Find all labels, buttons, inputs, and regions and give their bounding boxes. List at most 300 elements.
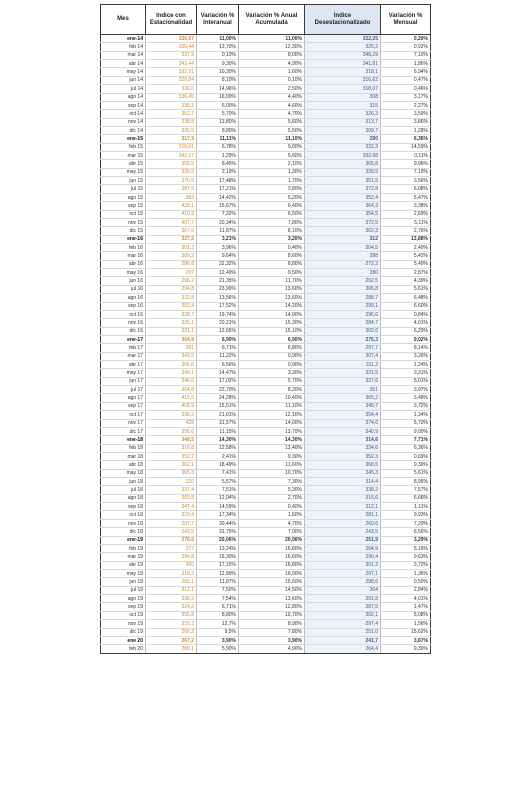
cell-mes: ago 16 xyxy=(101,294,146,302)
cell-variacion-interanual: 20,06% xyxy=(197,536,239,544)
header-variacion-interanual[interactable]: Variación % Interanual xyxy=(197,5,239,35)
cell-indice-desestacionalizado: 313,7 xyxy=(305,118,381,126)
cell-indice-estacionalidad: 309,2 xyxy=(146,252,197,260)
cell-indice-estacionalidad: 267,2 xyxy=(146,636,197,644)
table-row xyxy=(101,68,431,76)
indices-table xyxy=(100,4,431,654)
cell-mes: ago 17 xyxy=(101,394,146,402)
cell-variacion-mensual: 3,67% xyxy=(381,636,431,644)
cell-mes: mar 17 xyxy=(101,352,146,360)
cell-mes: nov 19 xyxy=(101,620,146,628)
cell-mes: abr 16 xyxy=(101,260,146,268)
table-row xyxy=(101,43,431,51)
cell-variacion-mensual: 0,69% xyxy=(381,452,431,460)
cell-variacion-anual-acumulada: 16,00% xyxy=(239,570,305,578)
cell-variacion-interanual: 11,00% xyxy=(197,35,239,43)
cell-mes: ene 20 xyxy=(101,636,146,644)
table-row xyxy=(101,243,431,251)
cell-indice-desestacionalizado: 345,3 xyxy=(305,469,381,477)
cell-variacion-anual-acumulada: 5,60% xyxy=(239,118,305,126)
cell-indice-estacionalidad: 333,3 xyxy=(146,620,197,628)
cell-variacion-anual-acumulada: 13,70% xyxy=(239,427,305,435)
cell-variacion-mensual: 2,76% xyxy=(381,227,431,235)
cell-variacion-interanual: 13,70% xyxy=(197,43,239,51)
table-row xyxy=(101,152,431,160)
cell-indice-desestacionalizado: 241,7 xyxy=(305,636,381,644)
header-indice-estacionalidad[interactable]: Indice con Estacionalidad xyxy=(146,5,197,35)
cell-variacion-anual-acumulada: 5,30% xyxy=(239,486,305,494)
cell-variacion-interanual: 12,49% xyxy=(197,269,239,277)
cell-indice-estacionalidad: 352,7 xyxy=(146,110,197,118)
table-header xyxy=(101,5,431,35)
cell-indice-desestacionalizado: 297,4 xyxy=(305,620,381,628)
cell-variacion-anual-acumulada: 0,40% xyxy=(239,243,305,251)
cell-variacion-mensual: 6,94% xyxy=(381,68,431,76)
cell-variacion-interanual: 20,34% xyxy=(197,218,239,226)
table-row xyxy=(101,76,431,84)
cell-variacion-anual-acumulada: 13,40% xyxy=(239,444,305,452)
cell-variacion-anual-acumulada: 10,70% xyxy=(239,611,305,619)
cell-variacion-mensual: 3,17% xyxy=(381,93,431,101)
cell-variacion-interanual: 13,24% xyxy=(197,544,239,552)
cell-mes: ene-17 xyxy=(101,335,146,343)
cell-indice-estacionalidad: 407,7 xyxy=(146,218,197,226)
cell-variacion-mensual: 6,56% xyxy=(381,528,431,536)
cell-indice-estacionalidad: 320 xyxy=(146,478,197,486)
cell-indice-desestacionalizado: 318,07 xyxy=(305,85,381,93)
cell-indice-estacionalidad: 288,1 xyxy=(146,645,197,653)
cell-variacion-interanual: 17,34% xyxy=(197,511,239,519)
table-row xyxy=(101,361,431,369)
cell-variacion-interanual: 1,29% xyxy=(197,152,239,160)
cell-indice-desestacionalizado: 351 xyxy=(305,386,381,394)
cell-indice-desestacionalizado: 311,2 xyxy=(305,361,381,369)
cell-variacion-interanual: 16,00% xyxy=(197,93,239,101)
cell-indice-estacionalidad: 286,8 xyxy=(146,260,197,268)
cell-variacion-interanual: 7,32% xyxy=(197,210,239,218)
cell-indice-estacionalidad: 367,6 xyxy=(146,227,197,235)
cell-variacion-interanual: 3,96% xyxy=(197,243,239,251)
cell-indice-estacionalidad: 330,6 xyxy=(146,85,197,93)
cell-mes: dic 15 xyxy=(101,227,146,235)
cell-variacion-mensual: 8,95% xyxy=(381,478,431,486)
cell-indice-desestacionalizado: 301,2 xyxy=(305,561,381,569)
cell-indice-estacionalidad: 328,7 xyxy=(146,310,197,318)
table-row xyxy=(101,135,431,143)
cell-variacion-interanual: 14,47% xyxy=(197,369,239,377)
cell-indice-desestacionalizado: 312,1 xyxy=(305,503,381,511)
cell-indice-desestacionalizado: 340,9 xyxy=(305,427,381,435)
cell-indice-desestacionalizado: 304 xyxy=(305,586,381,594)
cell-variacion-mensual: 3,72% xyxy=(381,561,431,569)
cell-mes: dic 18 xyxy=(101,528,146,536)
cell-variacion-anual-acumulada: 6,50% xyxy=(239,210,305,218)
cell-indice-estacionalidad: 336,44 xyxy=(146,43,197,51)
cell-mes: oct 17 xyxy=(101,411,146,419)
cell-variacion-interanual: 3,21% xyxy=(197,235,239,243)
cell-indice-estacionalidad: 362,1 xyxy=(146,461,197,469)
header-indice-desestacionalizado[interactable]: Indice Desestacionalizado xyxy=(305,5,381,35)
cell-mes: jun 16 xyxy=(101,277,146,285)
cell-variacion-mensual: 1,28% xyxy=(381,126,431,134)
cell-mes: dic 17 xyxy=(101,427,146,435)
cell-indice-desestacionalizado: 341,81 xyxy=(305,60,381,68)
cell-variacion-mensual: 3,97% xyxy=(381,386,431,394)
table-row xyxy=(101,185,431,193)
cell-mes: feb 20 xyxy=(101,645,146,653)
cell-variacion-interanual: 8,80% xyxy=(197,611,239,619)
cell-variacion-anual-acumulada: 8,00% xyxy=(239,51,305,59)
cell-mes: may 18 xyxy=(101,469,146,477)
cell-indice-estacionalidad: 356,5 xyxy=(146,160,197,168)
cell-variacion-mensual: 9,39% xyxy=(381,461,431,469)
cell-variacion-anual-acumulada: 14,20% xyxy=(239,302,305,310)
table-row xyxy=(101,511,431,519)
cell-indice-desestacionalizado: 368,5 xyxy=(305,461,381,469)
table-row xyxy=(101,93,431,101)
cell-variacion-anual-acumulada: 10,70% xyxy=(239,469,305,477)
cell-mes: oct 14 xyxy=(101,110,146,118)
cell-variacion-anual-acumulada: 3,80% xyxy=(239,185,305,193)
cell-mes: sep 17 xyxy=(101,402,146,410)
cell-variacion-interanual: 7,51% xyxy=(197,486,239,494)
cell-indice-desestacionalizado: 284,7 xyxy=(305,319,381,327)
table-row xyxy=(101,269,431,277)
cell-variacion-anual-acumulada: 12,10% xyxy=(239,411,305,419)
cell-mes: dic 14 xyxy=(101,126,146,134)
cell-indice-estacionalidad: 312,1 xyxy=(146,586,197,594)
cell-indice-desestacionalizado: 280 xyxy=(305,269,381,277)
table-row xyxy=(101,377,431,385)
cell-variacion-interanual: 0,10% xyxy=(197,51,239,59)
cell-variacion-mensual: 3,26% xyxy=(381,352,431,360)
cell-indice-desestacionalizado: 297,7 xyxy=(305,344,381,352)
cell-indice-estacionalidad: 336,45 xyxy=(146,93,197,101)
cell-mes: sep 15 xyxy=(101,202,146,210)
cell-variacion-mensual: 3,86% xyxy=(381,118,431,126)
cell-variacion-mensual: 4,01% xyxy=(381,319,431,327)
cell-variacion-anual-acumulada: 4,90% xyxy=(239,645,305,653)
cell-indice-desestacionalizado: 332,68 xyxy=(305,152,381,160)
cell-variacion-mensual: 5,16% xyxy=(381,544,431,552)
cell-variacion-interanual: 11,11% xyxy=(197,135,239,143)
cell-variacion-interanual: 8,10% xyxy=(197,76,239,84)
cell-variacion-mensual: 7,29% xyxy=(381,519,431,527)
cell-variacion-anual-acumulada: 4,70% xyxy=(239,110,305,118)
cell-indice-estacionalidad: 277 xyxy=(146,544,197,552)
table-row xyxy=(101,294,431,302)
cell-indice-estacionalidad: 337,9 xyxy=(146,51,197,59)
cell-mes: may 15 xyxy=(101,168,146,176)
cell-variacion-mensual: 5,01% xyxy=(381,377,431,385)
cell-variacion-anual-acumulada: 12,80% xyxy=(239,603,305,611)
cell-mes: jun 14 xyxy=(101,76,146,84)
cell-mes: ene-14 xyxy=(101,35,146,43)
table-row xyxy=(101,636,431,644)
cell-variacion-mensual: 7,19% xyxy=(381,168,431,176)
cell-mes: oct 15 xyxy=(101,210,146,218)
cell-variacion-interanual: 2,41% xyxy=(197,452,239,460)
cell-indice-desestacionalizado: 352,4 xyxy=(305,193,381,201)
cell-variacion-interanual: 22,32% xyxy=(197,260,239,268)
cell-indice-desestacionalizado: 290 xyxy=(305,135,381,143)
table-row xyxy=(101,193,431,201)
cell-mes: jul 14 xyxy=(101,85,146,93)
table-row xyxy=(101,143,431,151)
table-row xyxy=(101,285,431,293)
cell-indice-estacionalidad: 329,4 xyxy=(146,511,197,519)
cell-indice-estacionalidad: 301,3 xyxy=(146,243,197,251)
cell-variacion-interanual: 19,74% xyxy=(197,310,239,318)
cell-variacion-mensual: 6,36% xyxy=(381,135,431,143)
cell-variacion-anual-acumulada: 3,20% xyxy=(239,235,305,243)
cell-mes: abr 17 xyxy=(101,361,146,369)
table-row xyxy=(101,302,431,310)
cell-indice-estacionalidad: 387,5 xyxy=(146,185,197,193)
cell-variacion-mensual: 4,01% xyxy=(381,595,431,603)
cell-variacion-mensual: 5,11% xyxy=(381,218,431,226)
table-row xyxy=(101,645,431,653)
cell-mes: oct 18 xyxy=(101,511,146,519)
cell-variacion-interanual: 11,15% xyxy=(197,427,239,435)
cell-mes: mar 19 xyxy=(101,553,146,561)
cell-indice-estacionalidad: 321,1 xyxy=(146,327,197,335)
cell-indice-estacionalidad: 339,5 xyxy=(146,168,197,176)
cell-indice-estacionalidad: 297 xyxy=(146,269,197,277)
cell-variacion-interanual: 31,57% xyxy=(197,419,239,427)
cell-variacion-interanual: 7,54% xyxy=(197,595,239,603)
table-row xyxy=(101,126,431,134)
table-row xyxy=(101,595,431,603)
cell-variacion-mensual: 5,70% xyxy=(381,419,431,427)
cell-indice-estacionalidad: 300 xyxy=(146,561,197,569)
cell-variacion-mensual: 2,27% xyxy=(381,101,431,109)
cell-indice-desestacionalizado: 334,6 xyxy=(305,444,381,452)
cell-mes: jun 17 xyxy=(101,377,146,385)
table-row xyxy=(101,436,431,444)
cell-variacion-mensual: 1,24% xyxy=(381,361,431,369)
table-row xyxy=(101,51,431,59)
cell-indice-desestacionalizado: 315,6 xyxy=(305,494,381,502)
cell-variacion-mensual: 4,39% xyxy=(381,277,431,285)
cell-variacion-mensual: 1,86% xyxy=(381,60,431,68)
cell-indice-desestacionalizado: 287,5 xyxy=(305,603,381,611)
cell-variacion-mensual: 1,56% xyxy=(381,620,431,628)
cell-indice-estacionalidad: 332,8 xyxy=(146,294,197,302)
table-row xyxy=(101,218,431,226)
cell-variacion-interanual: 30,44% xyxy=(197,519,239,527)
table-row xyxy=(101,110,431,118)
cell-variacion-mensual: 7,57% xyxy=(381,486,431,494)
cell-mes: sep 19 xyxy=(101,603,146,611)
cell-mes: abr 18 xyxy=(101,461,146,469)
cell-variacion-mensual: 1,47% xyxy=(381,603,431,611)
cell-indice-desestacionalizado: 264,4 xyxy=(305,645,381,653)
cell-variacion-interanual: 23,90% xyxy=(197,285,239,293)
cell-indice-desestacionalizado: 354,4 xyxy=(305,411,381,419)
cell-variacion-interanual: 6,90% xyxy=(197,335,239,343)
table-row xyxy=(101,553,431,561)
header-variacion-mensual[interactable]: Variación % Mensual xyxy=(381,5,431,35)
cell-indice-desestacionalizado: 316,62 xyxy=(305,76,381,84)
cell-variacion-mensual: 3,59% xyxy=(381,110,431,118)
cell-mes: ene-15 xyxy=(101,135,146,143)
cell-variacion-interanual: 14,96% xyxy=(197,85,239,93)
cell-variacion-mensual: 9,63% xyxy=(381,553,431,561)
cell-variacion-interanual: 11,22% xyxy=(197,352,239,360)
table-row xyxy=(101,494,431,502)
cell-variacion-anual-acumulada: 9,50% xyxy=(239,269,305,277)
cell-variacion-interanual: 15,67% xyxy=(197,202,239,210)
cell-indice-desestacionalizado: 362,3 xyxy=(305,227,381,235)
cell-variacion-mensual: 6,36% xyxy=(381,444,431,452)
cell-variacion-anual-acumulada: 16,80% xyxy=(239,561,305,569)
cell-variacion-mensual: 1,34% xyxy=(381,411,431,419)
cell-variacion-interanual: 8,80% xyxy=(197,126,239,134)
cell-variacion-anual-acumulada: 0,90% xyxy=(239,352,305,360)
cell-variacion-mensual: 3,38% xyxy=(381,202,431,210)
cell-variacion-anual-acumulada: 11,10% xyxy=(239,402,305,410)
cell-variacion-anual-acumulada: 14,50% xyxy=(239,586,305,594)
table-row xyxy=(101,586,431,594)
table-row xyxy=(101,327,431,335)
cell-variacion-mensual: 6,60% xyxy=(381,302,431,310)
table-row xyxy=(101,344,431,352)
table-row xyxy=(101,85,431,93)
cell-indice-desestacionalizado: 288,7 xyxy=(305,294,381,302)
cell-indice-estacionalidad: 428,1 xyxy=(146,202,197,210)
table-row xyxy=(101,544,431,552)
cell-variacion-anual-acumulada: 13,60% xyxy=(239,285,305,293)
table-row xyxy=(101,177,431,185)
cell-variacion-anual-acumulada: 3,90% xyxy=(239,636,305,644)
cell-mes: ago 19 xyxy=(101,595,146,603)
cell-mes: oct 19 xyxy=(101,611,146,619)
cell-mes: jul 17 xyxy=(101,386,146,394)
cell-variacion-interanual: 14,42% xyxy=(197,193,239,201)
cell-variacion-mensual: 0,47% xyxy=(381,76,431,84)
cell-variacion-anual-acumulada: 13,60% xyxy=(239,294,305,302)
cell-indice-desestacionalizado: 275,3 xyxy=(305,335,381,343)
cell-variacion-mensual: 0,84% xyxy=(381,310,431,318)
cell-indice-estacionalidad: 338,2 xyxy=(146,595,197,603)
cell-variacion-anual-acumulada: 4,90% xyxy=(239,60,305,68)
cell-variacion-mensual: 13,88% xyxy=(381,235,431,243)
cell-indice-estacionalidad: 325,1 xyxy=(146,319,197,327)
table-row xyxy=(101,611,431,619)
cell-variacion-interanual: 10,30% xyxy=(197,68,239,76)
cell-variacion-interanual: 18,49% xyxy=(197,461,239,469)
cell-variacion-interanual: 9,5% xyxy=(197,628,239,636)
table-row xyxy=(101,310,431,318)
cell-variacion-anual-acumulada: 13,60% xyxy=(239,595,305,603)
header-mes[interactable]: Mes xyxy=(101,5,146,35)
cell-indice-estacionalidad: 324,2 xyxy=(146,603,197,611)
cell-variacion-anual-acumulada: 9,30% xyxy=(239,452,305,460)
cell-indice-estacionalidad: 320,84 xyxy=(146,76,197,84)
cell-variacion-anual-acumulada: 0,90% xyxy=(239,361,305,369)
cell-indice-estacionalidad: 340,1 xyxy=(146,369,197,377)
cell-indice-estacionalidad: 342,17 xyxy=(146,152,197,160)
cell-indice-estacionalidad: 383 xyxy=(146,193,197,201)
cell-indice-estacionalidad: 304,9 xyxy=(146,335,197,343)
table-row xyxy=(101,620,431,628)
cell-indice-estacionalidad: 296,2 xyxy=(146,277,197,285)
cell-variacion-anual-acumulada: 14,90% xyxy=(239,310,305,318)
cell-variacion-mensual: 7,71% xyxy=(381,436,431,444)
header-variacion-anual-acumulada[interactable]: Variación % Anual Acumulada xyxy=(239,5,305,35)
cell-indice-desestacionalizado: 298,6 xyxy=(305,578,381,586)
cell-mes: jul 19 xyxy=(101,586,146,594)
cell-variacion-interanual: 6,56% xyxy=(197,361,239,369)
cell-mes: feb 14 xyxy=(101,43,146,51)
cell-variacion-anual-acumulada: 5,70% xyxy=(239,377,305,385)
cell-indice-estacionalidad: 363,8 xyxy=(146,494,197,502)
table-row xyxy=(101,419,431,427)
cell-variacion-mensual: 5,47% xyxy=(381,193,431,201)
cell-mes: ago 18 xyxy=(101,494,146,502)
cell-variacion-mensual: 5,42% xyxy=(381,252,431,260)
cell-variacion-interanual: 17,02% xyxy=(197,377,239,385)
cell-indice-estacionalidad: 243,5 xyxy=(146,528,197,536)
cell-indice-desestacionalizado: 290,4 xyxy=(305,553,381,561)
table-row xyxy=(101,252,431,260)
cell-variacion-mensual: 3,31% xyxy=(381,369,431,377)
cell-mes: feb 16 xyxy=(101,243,146,251)
cell-mes: mar 18 xyxy=(101,452,146,460)
cell-variacion-interanual: 16,30% xyxy=(197,553,239,561)
cell-indice-estacionalidad: 326,5 xyxy=(146,126,197,134)
cell-mes: sep 16 xyxy=(101,302,146,310)
cell-mes: may 14 xyxy=(101,68,146,76)
cell-variacion-anual-acumulada: 8,60% xyxy=(239,252,305,260)
cell-mes: abr 15 xyxy=(101,160,146,168)
cell-indice-estacionalidad: 346,6 xyxy=(146,377,197,385)
table-row xyxy=(101,260,431,268)
cell-variacion-anual-acumulada: 7,80% xyxy=(239,218,305,226)
cell-indice-estacionalidad: 294,8 xyxy=(146,553,197,561)
cell-indice-estacionalidad: 408,9 xyxy=(146,402,197,410)
cell-indice-estacionalidad: 297,7 xyxy=(146,519,197,527)
cell-mes: nov 16 xyxy=(101,319,146,327)
cell-variacion-mensual: 2,69% xyxy=(381,210,431,218)
cell-variacion-interanual: 7,41% xyxy=(197,469,239,477)
cell-indice-estacionalidad: 336,1 xyxy=(146,101,197,109)
table-row xyxy=(101,578,431,586)
cell-variacion-interanual: 13,56% xyxy=(197,294,239,302)
cell-variacion-interanual: 5,70% xyxy=(197,110,239,118)
cell-variacion-mensual: 1,11% xyxy=(381,503,431,511)
cell-variacion-anual-acumulada: 6,80% xyxy=(239,344,305,352)
cell-variacion-interanual: 12,04% xyxy=(197,494,239,502)
cell-variacion-mensual: 3,29% xyxy=(381,536,431,544)
table-row xyxy=(101,352,431,360)
cell-indice-estacionalidad: 318,2 xyxy=(146,570,197,578)
cell-indice-desestacionalizado: 312 xyxy=(305,235,381,243)
cell-indice-desestacionalizado: 264,9 xyxy=(305,544,381,552)
table-row xyxy=(101,118,431,126)
cell-mes: ago 14 xyxy=(101,93,146,101)
cell-mes: sep 14 xyxy=(101,101,146,109)
cell-indice-desestacionalizado: 349,7 xyxy=(305,402,381,410)
cell-indice-estacionalidad: 317,9 xyxy=(146,135,197,143)
cell-variacion-interanual: 24,28% xyxy=(197,394,239,402)
cell-indice-desestacionalizado: 365,8 xyxy=(305,160,381,168)
cell-mes: feb 17 xyxy=(101,344,146,352)
cell-variacion-anual-acumulada: 5,50% xyxy=(239,126,305,134)
cell-indice-estacionalidad: 398,2 xyxy=(146,411,197,419)
cell-mes: mar 16 xyxy=(101,252,146,260)
